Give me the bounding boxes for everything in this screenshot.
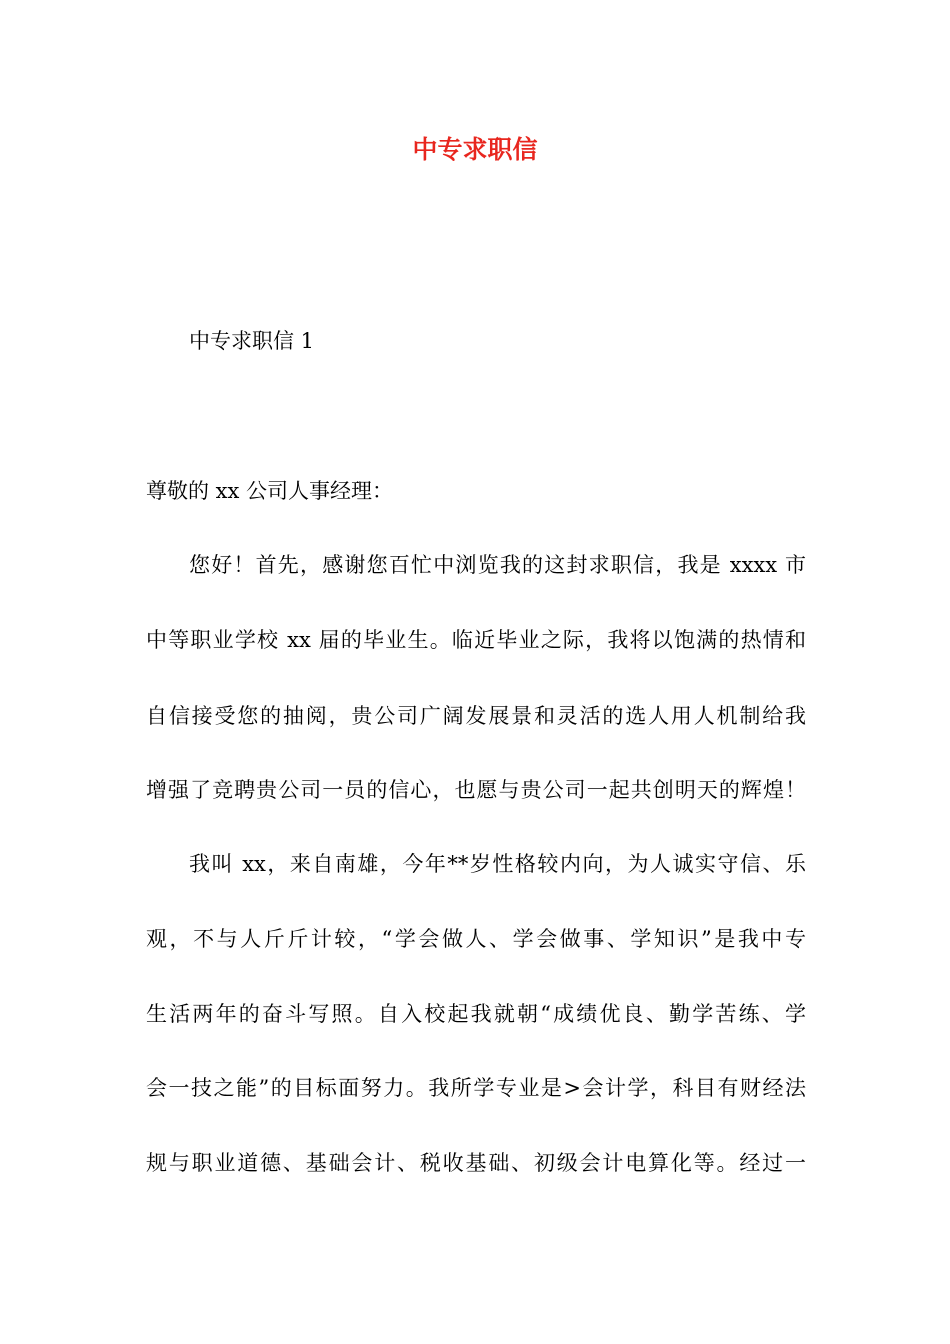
salutation: 尊敬的 xx 公司人事经理： (146, 479, 394, 503)
section-heading: 中专求职信 1 (189, 329, 315, 353)
paragraph-line: 会一技之能”的目标面努力。我所学专业是>会计学，科目有财经法 (146, 1076, 806, 1100)
document-title: 中专求职信 (412, 135, 538, 164)
paragraph-line: 中等职业学校 xx 届的毕业生。临近毕业之际，我将以饱满的热情和 (146, 628, 806, 652)
paragraph-line: 自信接受您的抽阅，贵公司广阔发展景和灵活的选人用人机制给我 (146, 704, 806, 728)
paragraph-line: 规与职业道德、基础会计、税收基础、初级会计电算化等。经过一 (146, 1151, 806, 1175)
paragraph-line: 观，不与人斤斤计较，“学会做人、学会做事、学知识”是我中专 (146, 927, 806, 951)
paragraph-line: 我叫 xx，来自南雄，今年**岁性格较内向，为人诚实守信、乐 (189, 852, 806, 876)
paragraph-line: 您好！首先，感谢您百忙中浏览我的这封求职信，我是 xxxx 市 (189, 553, 806, 577)
paragraph-line: 生活两年的奋斗写照。自入校起我就朝“成绩优良、勤学苦练、学 (146, 1002, 806, 1026)
paragraph-line: 增强了竞聘贵公司一员的信心，也愿与贵公司一起共创明天的辉煌！ (146, 778, 806, 802)
